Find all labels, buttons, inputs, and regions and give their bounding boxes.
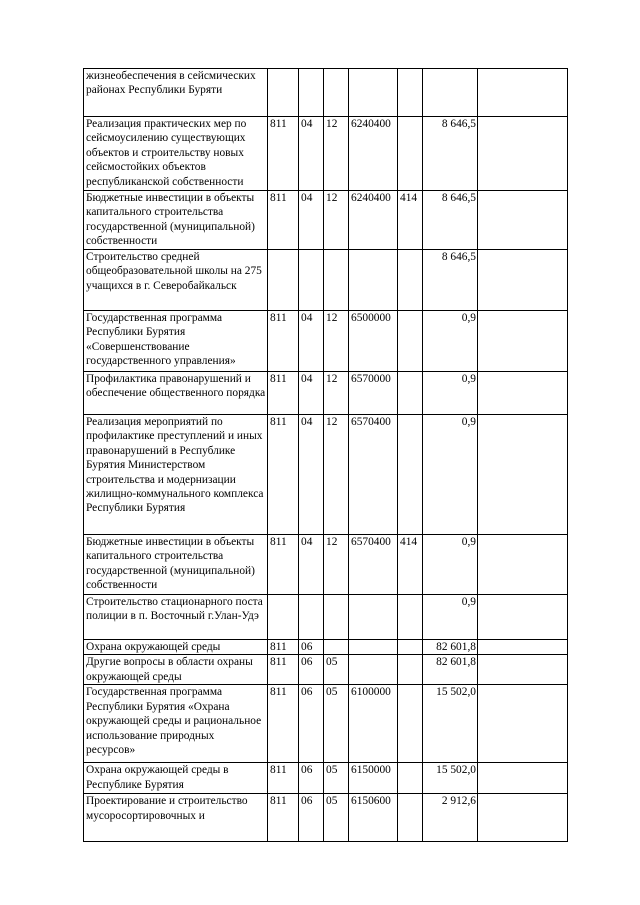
cell-name: Государственная программа Республики Бурятия «Совершенствование государственного управления» [84,311,268,372]
cell-name: Охрана окружающей среды в Республике Бурятия [84,763,268,794]
cell-target-code: 6570400 [349,535,398,595]
cell-section-code: 04 [299,117,324,191]
cell-target-code [349,640,398,655]
cell-sum: 82 601,8 [423,655,478,685]
table-row [84,69,568,117]
table-body [84,69,568,842]
cell-name: Строительство средней общеобразовательной школы на 275 учащихся в г. Северобайкальск [84,250,268,311]
cell-name: Охрана окружающей среды [84,640,268,655]
cell-section-code [299,250,324,311]
cell-expense-type [398,69,423,117]
cell-subsection-code: 12 [324,311,349,372]
cell-section-code: 06 [299,763,324,794]
cell-expense-type [398,372,423,415]
cell-empty [478,794,568,842]
cell-sum: 2 912,6 [423,794,478,842]
cell-sum: 0,9 [423,535,478,595]
table-row [84,372,568,415]
cell-expense-type [398,655,423,685]
cell-section-code: 04 [299,191,324,250]
cell-subsection-code [324,640,349,655]
table-row [84,763,568,794]
cell-subsection-code [324,69,349,117]
cell-empty [478,372,568,415]
cell-section-code [299,595,324,640]
cell-target-code: 6500000 [349,311,398,372]
cell-empty [478,640,568,655]
cell-sum: 15 502,0 [423,685,478,763]
cell-expense-type [398,794,423,842]
cell-name: жизнеобеспечения в сейсмических районах Республики Буряти [84,69,268,117]
cell-ministry-code: 811 [268,311,299,372]
cell-ministry-code: 811 [268,794,299,842]
cell-section-code: 04 [299,415,324,535]
cell-subsection-code [324,250,349,311]
cell-target-code [349,655,398,685]
cell-name: Проектирование и строительство мусоросортировочных и [84,794,268,842]
cell-subsection-code: 05 [324,794,349,842]
cell-name: Государственная программа Республики Бурятия «Охрана окружающей среды и рациональное использование природных ресурсов» [84,685,268,763]
cell-section-code: 04 [299,311,324,372]
cell-ministry-code: 811 [268,535,299,595]
table-row [84,535,568,595]
table-row [84,191,568,250]
cell-ministry-code [268,595,299,640]
cell-ministry-code: 811 [268,640,299,655]
cell-sum: 0,9 [423,415,478,535]
cell-sum: 8 646,5 [423,117,478,191]
cell-ministry-code: 811 [268,763,299,794]
table-row [84,640,568,655]
cell-section-code: 06 [299,655,324,685]
cell-target-code: 6240400 [349,117,398,191]
cell-subsection-code: 12 [324,415,349,535]
cell-empty [478,415,568,535]
cell-sum: 82 601,8 [423,640,478,655]
cell-name: Реализация практических мер по сейсмоусилению существующих объектов и строительству новых сейсмостойких объектов республиканской собственности [84,117,268,191]
cell-ministry-code: 811 [268,415,299,535]
cell-ministry-code: 811 [268,655,299,685]
cell-empty [478,685,568,763]
cell-expense-type [398,117,423,191]
cell-name: Строительство стационарного поста полиции в п. Восточный г.Улан-Удэ [84,595,268,640]
cell-section-code: 04 [299,372,324,415]
cell-empty [478,535,568,595]
cell-name: Реализация мероприятий по профилактике преступлений и иных правонарушений в Республике Бурятия Министерством строительства и модернизации жилищно-коммунального комплекса Республики Бурятия [84,415,268,535]
cell-name: Профилактика правонарушений и обеспечение общественного порядка [84,372,268,415]
cell-empty [478,250,568,311]
cell-sum: 0,9 [423,372,478,415]
cell-expense-type [398,250,423,311]
cell-target-code: 6150000 [349,763,398,794]
cell-empty [478,191,568,250]
cell-ministry-code [268,250,299,311]
cell-name: Бюджетные инвестиции в объекты капитального строительства государственной (муниципальной) собственности [84,535,268,595]
cell-subsection-code [324,595,349,640]
cell-empty [478,311,568,372]
cell-sum: 15 502,0 [423,763,478,794]
cell-expense-type [398,415,423,535]
cell-sum: 0,9 [423,311,478,372]
cell-sum [423,69,478,117]
cell-subsection-code: 12 [324,372,349,415]
cell-target-code: 6100000 [349,685,398,763]
cell-section-code: 04 [299,535,324,595]
cell-sum: 8 646,5 [423,191,478,250]
cell-sum: 8 646,5 [423,250,478,311]
table-row [84,250,568,311]
cell-target-code [349,250,398,311]
cell-target-code: 6570400 [349,415,398,535]
cell-expense-type: 414 [398,191,423,250]
cell-empty [478,117,568,191]
cell-expense-type [398,763,423,794]
table-row [84,595,568,640]
cell-ministry-code: 811 [268,191,299,250]
cell-expense-type [398,640,423,655]
cell-section-code [299,69,324,117]
cell-subsection-code: 12 [324,535,349,595]
cell-empty [478,595,568,640]
cell-expense-type [398,595,423,640]
cell-name: Другие вопросы в области охраны окружающей среды [84,655,268,685]
cell-subsection-code: 05 [324,763,349,794]
cell-empty [478,655,568,685]
cell-subsection-code: 12 [324,117,349,191]
cell-target-code: 6150600 [349,794,398,842]
cell-target-code: 6570000 [349,372,398,415]
cell-name: Бюджетные инвестиции в объекты капитального строительства государственной (муниципальной) собственности [84,191,268,250]
cell-target-code: 6240400 [349,191,398,250]
cell-expense-type: 414 [398,535,423,595]
cell-ministry-code: 811 [268,685,299,763]
table-row [84,311,568,372]
cell-expense-type [398,685,423,763]
table-row [84,655,568,685]
cell-target-code [349,595,398,640]
table-row [84,415,568,535]
cell-empty [478,763,568,794]
cell-section-code: 06 [299,640,324,655]
cell-subsection-code: 05 [324,685,349,763]
cell-subsection-code: 05 [324,655,349,685]
cell-ministry-code [268,69,299,117]
cell-expense-type [398,311,423,372]
cell-ministry-code: 811 [268,117,299,191]
cell-sum: 0,9 [423,595,478,640]
table-row [84,117,568,191]
cell-empty [478,69,568,117]
budget-table [83,68,568,842]
cell-ministry-code: 811 [268,372,299,415]
cell-target-code [349,69,398,117]
table-row [84,794,568,842]
table-row [84,685,568,763]
cell-subsection-code: 12 [324,191,349,250]
cell-section-code: 06 [299,685,324,763]
cell-section-code: 06 [299,794,324,842]
